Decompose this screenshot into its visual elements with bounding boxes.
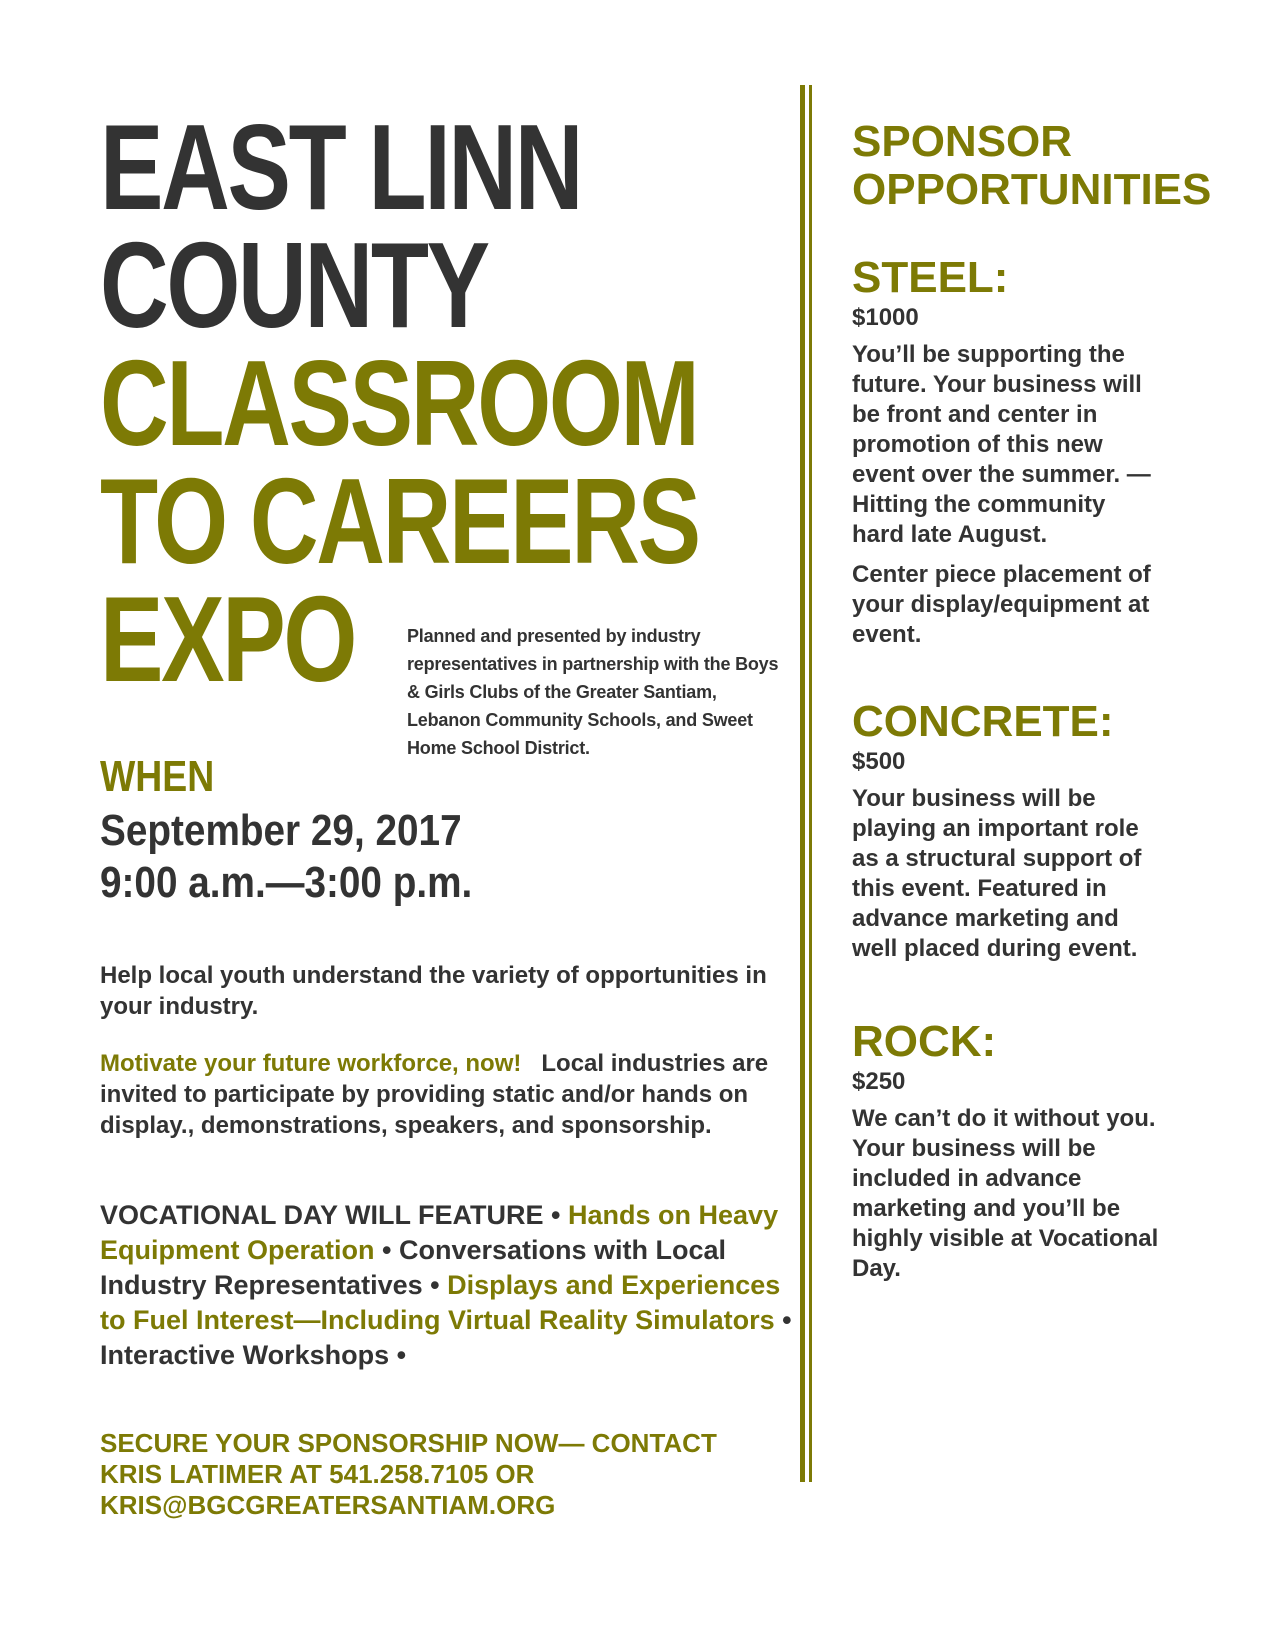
bullet-icon: • xyxy=(382,1235,392,1265)
headline xyxy=(100,99,868,707)
motivate-paragraph xyxy=(100,1048,800,1141)
when-label: WHEN xyxy=(100,752,215,801)
tier-rock-name: ROCK: xyxy=(852,1017,997,1066)
tier-concrete-desc: Your business will be playing an important role as a structural support of this event. Featured in advance marketing and well placed during event. xyxy=(852,785,1142,962)
intro-text: Help local youth understand the variety of opportunities in your industry. xyxy=(100,962,767,1020)
features-lead: VOCATIONAL DAY WILL FEATURE xyxy=(100,1200,544,1230)
event-date: September 29, 2017 xyxy=(100,806,462,855)
contact-line-2: KRIS LATIMER AT 541.258.7105 OR xyxy=(100,1459,535,1489)
feature-item-displays: Displays and Experiences to Fuel Interest—Including Virtual Reality Simulators xyxy=(100,1270,781,1335)
event-time: 9:00 a.m.—3:00 p.m. xyxy=(100,858,473,907)
tier-rock-price: $250 xyxy=(852,1068,906,1095)
tier-steel-name: STEEL: xyxy=(852,253,1009,302)
tier-steel-desc-2: Center piece placement of your display/equipment at event. xyxy=(852,561,1151,648)
headline-line-east-linn: EAST LINN xyxy=(100,99,582,235)
tier-concrete-price: $500 xyxy=(852,748,906,775)
divider-bar-thick xyxy=(800,85,805,1482)
sponsor-title-line-2: OPPORTUNITIES xyxy=(852,165,1212,214)
sponsor-sidebar xyxy=(852,117,1212,1282)
presenter-text: Planned and presented by industry representatives in partnership with the Boys & Girls Clubs of the Greater Santiam, Lebanon Community Schools, and Sweet Home School District. xyxy=(407,626,779,758)
feature-item-heavy-equipment: Hands on Heavy Equipment Operation xyxy=(100,1200,779,1265)
sponsor-title-line-1: SPONSOR xyxy=(852,117,1073,166)
motivate-rest: Local industries are invited to participate by providing static and/or hands on display., demonstrations, speakers, and sponsorship. xyxy=(100,1050,769,1139)
bullet-icon: • xyxy=(396,1340,407,1370)
feature-item-workshops: Interactive Workshops xyxy=(100,1340,390,1370)
bullet-icon: • xyxy=(551,1200,561,1230)
headline-line-classroom: CLASSROOM xyxy=(100,335,698,471)
contact-email[interactable]: KRIS@BGCGREATERSANTIAM.ORG xyxy=(100,1490,556,1520)
features-list xyxy=(100,1198,800,1373)
bullet-icon: • xyxy=(430,1270,440,1300)
column-divider xyxy=(800,85,814,1482)
tier-concrete xyxy=(852,698,1162,964)
tier-steel-price: $1000 xyxy=(852,304,919,331)
feature-item-conversations: Conversations with Local Industry Representatives xyxy=(100,1235,727,1300)
sponsor-title xyxy=(852,117,1212,214)
tier-steel-desc: You’ll be supporting the future. Your business will be front and center in promotion of this new event over the summer. —Hitting the community hard late August. xyxy=(852,341,1151,548)
tier-rock xyxy=(852,1018,1162,1284)
contact-block xyxy=(100,1428,720,1521)
tier-steel xyxy=(852,254,1162,650)
headline-line-to-careers: TO CAREERS xyxy=(100,453,699,589)
headline-line-expo: EXPO xyxy=(100,571,356,707)
headline-line-county: COUNTY xyxy=(100,217,488,353)
contact-line-1: SECURE YOUR SPONSORSHIP NOW— CONTACT xyxy=(100,1428,717,1458)
bullet-icon: • xyxy=(782,1305,792,1335)
tier-concrete-name: CONCRETE: xyxy=(852,697,1114,746)
motivate-lead: Motivate your future workforce, now! xyxy=(100,1050,522,1077)
divider-bar-thin xyxy=(809,85,812,1482)
tier-rock-desc: We can’t do it without you. Your business will be included in advance marketing and you’ll be highly visible at Vocational Day. xyxy=(852,1105,1159,1282)
